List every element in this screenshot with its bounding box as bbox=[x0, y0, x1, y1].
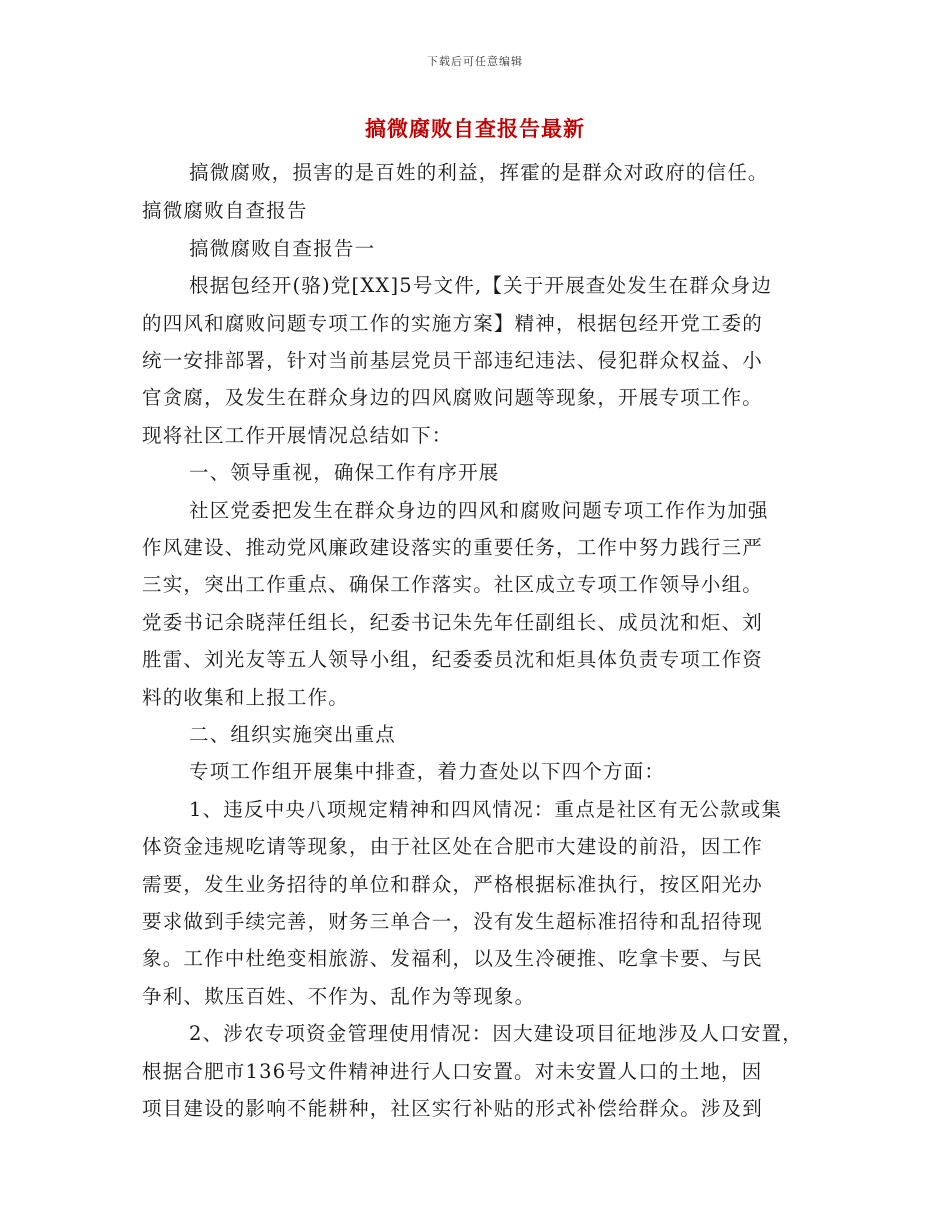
paragraph-line: 项目建设的影响不能耕种，社区实行补贴的形式补偿给群众。涉及到 bbox=[142, 1097, 764, 1120]
paragraph-line: 争利、欺压百姓、不作为、乱作为等现象。 bbox=[142, 985, 536, 1008]
document-title: 搞微腐败自查报告最新 bbox=[365, 116, 585, 141]
paragraph-line: 官贪腐，及发生在群众身边的四风腐败问题等现象，开展专项工作。 bbox=[142, 386, 764, 409]
paragraph-line: 的四风和腐败问题专项工作的实施方案】精神，根据包经开党工委的 bbox=[142, 312, 764, 335]
section-heading: 一、领导重视，确保工作有序开展 bbox=[189, 461, 500, 484]
paragraph-line: 搞微腐败自查报告 bbox=[142, 199, 308, 222]
paragraph-line: 社区党委把发生在群众身边的四风和腐败问题专项工作作为加强 bbox=[189, 499, 769, 522]
paragraph-line: 党委书记余晓萍任组长，纪委书记朱先年任副组长、成员沈和炬、刘 bbox=[142, 611, 764, 634]
paragraph-line: 象。工作中杜绝变相旅游、发福利，以及生冷硬推、吃拿卡要、与民 bbox=[142, 947, 764, 970]
paragraph-line: 搞微腐败，损害的是百姓的利益，挥霍的是群众对政府的信任。 bbox=[189, 161, 769, 184]
paragraph-line: 作风建设、推动党风廉政建设落实的重要任务，工作中努力践行三严 bbox=[142, 536, 764, 559]
paragraph-line: 统一安排部署，针对当前基层党员干部违纪违法、侵犯群众权益、小 bbox=[142, 349, 764, 372]
section-heading: 搞微腐败自查报告一 bbox=[189, 237, 376, 260]
paragraph-line: 专项工作组开展集中排查，着力查处以下四个方面： bbox=[189, 760, 666, 783]
paragraph-line: 体资金违规吃请等现象，由于社区处在合肥市大建设的前沿，因工作 bbox=[142, 835, 764, 858]
paragraph-line: 料的收集和上报工作。 bbox=[142, 686, 350, 709]
paragraph-line: 根据合肥市136号文件精神进行人口安置。对未安置人口的土地，因 bbox=[142, 1060, 763, 1083]
paragraph-line: 现将社区工作开展情况总结如下： bbox=[142, 424, 453, 447]
paragraph-line: 需要，发生业务招待的单位和群众，严格根据标准执行，按区阳光办 bbox=[142, 873, 764, 896]
paragraph-line: 要求做到手续完善，财务三单合一，没有发生超标准招待和乱招待现 bbox=[142, 910, 764, 933]
paragraph-line: 三实，突出工作重点、确保工作落实。社区成立专项工作领导小组。 bbox=[142, 573, 764, 596]
paragraph-line: 2、涉农专项资金管理使用情况：因大建设项目征地涉及人口安置， bbox=[189, 1022, 803, 1045]
paragraph-line: 1、违反中央八项规定精神和四风情况：重点是社区有无公款或集 bbox=[189, 798, 783, 821]
paragraph-line: 根据包经开(骆)党[XX]5号文件,【关于开展查处发生在群众身边 bbox=[189, 274, 773, 297]
paragraph-line: 胜雷、刘光友等五人领导小组，纪委委员沈和炬具体负责专项工作资 bbox=[142, 648, 764, 671]
header-note: 下载后可任意编辑 bbox=[427, 55, 523, 68]
section-heading: 二、组织实施突出重点 bbox=[189, 723, 397, 746]
